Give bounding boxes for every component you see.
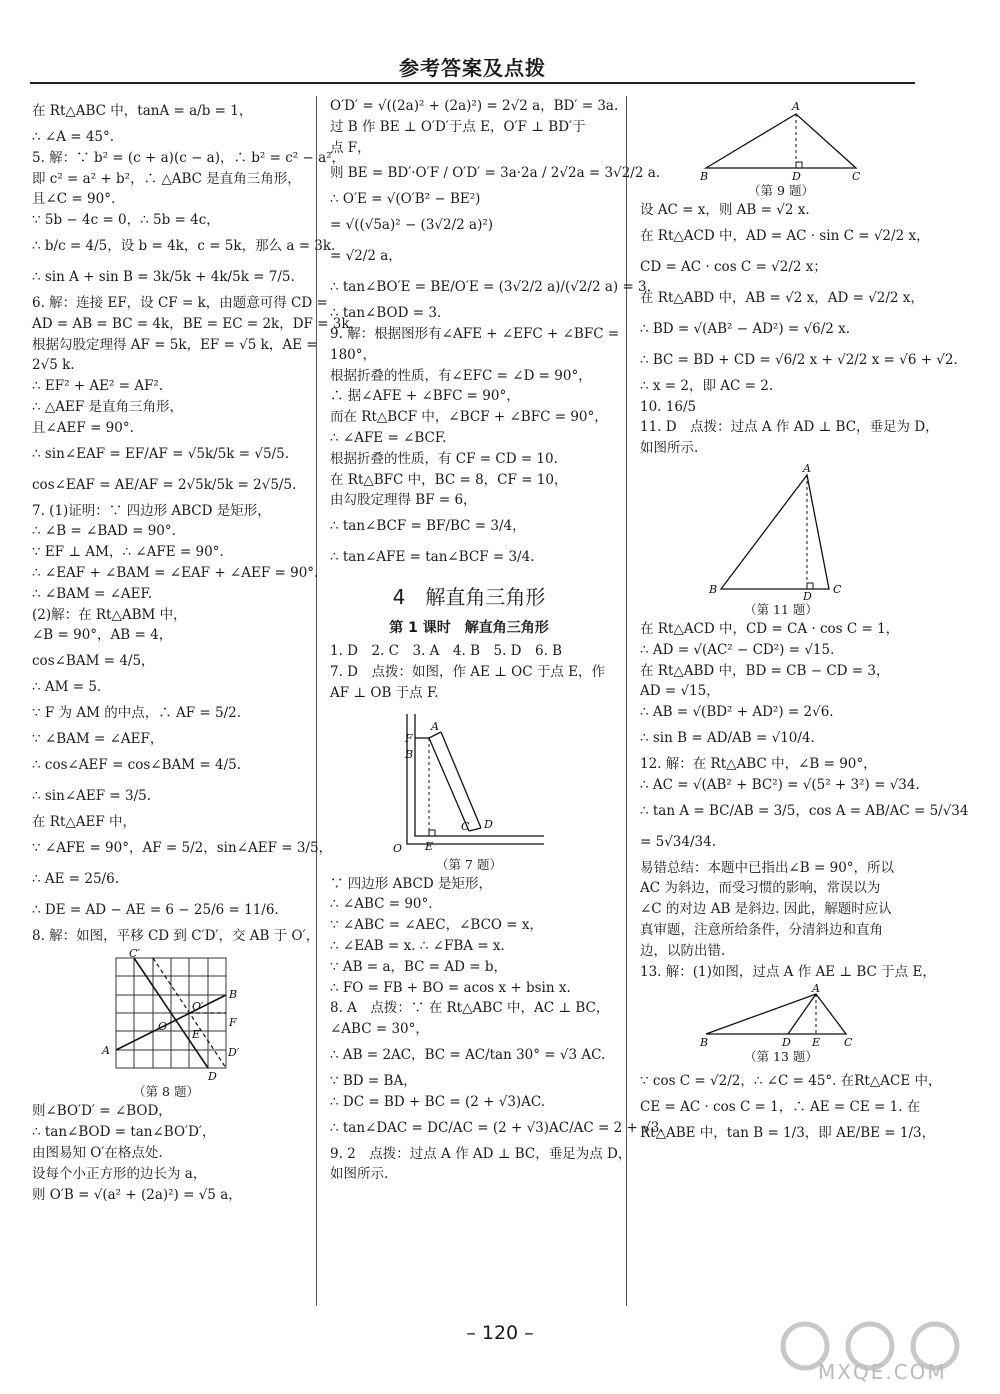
text-line: AD = √15，: [640, 683, 720, 700]
text-line: ∴ tan∠BO′E = BE/O′E = (3√2/2 a)/(√2/2 a) = 3，: [330, 279, 661, 296]
text-line: Rt△ABE 中，tan B = 1/3，即 AE/BE = 1/3，: [640, 1125, 936, 1142]
text-line: ∴ BD = √(AB² − AD²) = √6/2 x.: [640, 320, 851, 337]
text-line: ∴ DC = BD + BC = (2 + √3)AC.: [330, 1093, 546, 1110]
text-line: 根据折叠的性质，有 CF = CD = 10.: [330, 450, 558, 467]
text-line: ∴ AE = 25/6.: [32, 870, 119, 887]
fig7-label: E: [425, 839, 434, 853]
text-line: 1. D 2. C 3. A 4. B 5. D 6. B: [330, 643, 563, 660]
text-line: ∵ ∠ABC = ∠AEC，∠BCO = x，: [330, 917, 543, 934]
text-line: 则 BE = BD′·O′F / O′D′ = 3a·2a / 2√2a = 3√2/2 a.: [330, 165, 661, 182]
text-line: 在 Rt△BFC 中，BC = 8，CF = 10，: [330, 471, 568, 488]
text-line: ∵ cos C = √2/2，∴ ∠C = 45°. 在Rt△ACE 中，: [640, 1073, 942, 1090]
text-line: 9. 解：根据图形有∠AFE + ∠EFC + ∠BFC =: [330, 325, 620, 342]
fig11-label: A: [803, 461, 811, 475]
fig7-label: B: [405, 747, 414, 761]
text-line: 在 Rt△ABC 中，tanA = a/b = 1，: [32, 103, 253, 119]
fig11-label: D: [803, 589, 812, 603]
fig9-label: C: [852, 170, 861, 183]
page-number: – 120 –: [466, 1322, 534, 1344]
lesson-title: 第 1 课时 解直角三角形: [389, 620, 549, 637]
fig11-label: B: [709, 582, 718, 596]
text-line: ∴ tan∠BOD = tan∠BO′D′，: [32, 1124, 216, 1141]
fig7-label: C: [461, 819, 470, 833]
text-line: 180°，: [330, 346, 377, 363]
text-line: ∠B = 90°，AB = 4，: [32, 627, 173, 644]
fig9-label: B: [700, 170, 709, 183]
text-line: ∵ 5b − 4c = 0，∴ 5b = 4c，: [32, 212, 220, 229]
text-line: 则 O′B = √(a² + (2a)²) = √5 a，: [32, 1186, 242, 1203]
column-right: [640, 96, 969, 1149]
text-line: 7. D 点拨：如图，作 AE ⊥ OC 于点 E，作: [330, 663, 606, 680]
text-line: 6. 解：连接 EF，设 CF = k，由题意可得 CD =: [32, 294, 328, 311]
text-line: 在 Rt△ABD 中，BD = CB − CD = 3，: [640, 662, 890, 679]
text-line: ∵ ∠AFE = 90°，AF = 5/2，sin∠AEF = 3/5，: [32, 839, 333, 856]
text-line: 在 Rt△AEF 中，: [32, 813, 137, 830]
column-middle: [330, 96, 664, 1185]
fig11-label: C: [833, 582, 842, 596]
figure-caption: （第 13 题）: [744, 1049, 818, 1065]
text-line: 如图所示.: [640, 440, 699, 457]
text-line: ∴ AC = √(AB² + BC²) = √(5² + 3²) = √34.: [640, 776, 920, 793]
text-line: 10. 16/5: [640, 398, 697, 415]
text-line: 边，以防出错.: [640, 942, 726, 959]
fig8-label: O: [158, 1020, 168, 1034]
text-line: ∵ F 为 AM 的中点，∴ AF = 5/2.: [32, 704, 242, 721]
text-line: CD = AC · cos C = √2/2 x；: [640, 258, 827, 275]
text-line: 7. (1)证明：∵ 四边形 ABCD 是矩形，: [32, 502, 271, 519]
text-line: 由图易知 O′在格点处.: [32, 1144, 163, 1161]
text-line: = √((√5a)² − (3√2/2 a)²): [330, 217, 494, 234]
text-line: 由勾股定理得 BF = 6，: [330, 492, 477, 509]
figure-7-ladder: [389, 706, 549, 856]
text-line: ∴ tan∠BCF = BF/BC = 3/4，: [330, 518, 526, 535]
fig7-label: O: [393, 841, 403, 855]
fig7-label: F: [405, 731, 413, 745]
text-line: 真审题，注意所给条件，分清斜边和直角: [640, 921, 883, 938]
text-line: 在 Rt△ABD 中，AB = √2 x，AD = √2/2 x，: [640, 289, 924, 306]
text-line: 根据折叠的性质，有∠EFC = ∠D = 90°，: [330, 367, 592, 384]
text-line: ∴ ∠A = 45°.: [32, 129, 115, 145]
fig13-label: E: [812, 1036, 821, 1050]
fig7-label: D: [484, 817, 493, 831]
text-line: 而在 Rt△BCF 中，∠BCF + ∠BFC = 90°，: [330, 409, 608, 426]
text-line: ∴ ∠EAB = x. ∴ ∠FBA = x.: [330, 937, 505, 954]
fig9-label: A: [792, 100, 800, 113]
text-line: CE = AC · cos C = 1，∴ AE = CE = 1. 在: [640, 1099, 921, 1116]
text-line: ∵ AB = a，BC = AD = b，: [330, 958, 507, 975]
text-line: = √2/2 a，: [330, 248, 402, 265]
text-line: 12. 解：在 Rt△ABC 中，∠B = 90°，: [640, 755, 877, 772]
figure-caption: （第 11 题）: [744, 601, 818, 617]
figure-caption: （第 7 题）: [436, 856, 502, 872]
fig8-label: D′: [228, 1046, 240, 1060]
page-header: [30, 50, 915, 84]
text-line: ∴ sin A + sin B = 3k/5k + 4k/5k = 7/5.: [32, 268, 295, 285]
fig13-label: A: [812, 982, 820, 996]
text-line: ∴ DE = AD − AE = 6 − 25/6 = 11/6.: [32, 901, 279, 918]
watermark-text: MXQE.COM: [818, 1360, 947, 1384]
text-line: 如图所示.: [330, 1166, 389, 1183]
fig13-label: D: [782, 1036, 791, 1050]
text-line: ∴ sin∠AEF = 3/5.: [32, 787, 152, 804]
text-line: 易错总结：本题中已指出∠B = 90°，所以: [640, 859, 895, 876]
text-line: AF ⊥ OB 于点 F.: [330, 684, 439, 701]
figure-13-triangle: [696, 984, 866, 1048]
fig8-label: C′: [129, 947, 140, 961]
text-line: cos∠BAM = 4/5，: [32, 653, 155, 670]
text-line: O′D′ = √((2a)² + (2a)²) = 2√2 a，BD′ = 3a.: [330, 98, 619, 114]
figure-caption: （第 8 题）: [133, 1084, 199, 1100]
text-line: ∴ cos∠AEF = cos∠BAM = 4/5.: [32, 756, 242, 773]
text-line: 即 c² = a² + b²，∴ △ABC 是直角三角形，: [32, 170, 301, 187]
text-line: ∴ ∠EAF + ∠BAM = ∠EAF + ∠AEF = 90°.: [32, 564, 319, 581]
text-line: 11. D 点拨：过点 A 作 AD ⊥ BC，垂足为 D，: [640, 419, 939, 436]
fig7-label: A: [431, 719, 439, 733]
text-line: ∴ tan∠DAC = DC/AC = (2 + √3)AC/AC = 2 + √3.: [330, 1119, 664, 1136]
text-line: cos∠EAF = AE/AF = 2√5k/5k = 2√5/5.: [32, 476, 297, 493]
text-line: (2)解：在 Rt△ABM 中，: [32, 606, 187, 623]
figure-11-triangle: [701, 461, 861, 601]
figure-8-grid: [96, 947, 240, 1084]
text-line: 2√5 k.: [32, 357, 75, 374]
text-line: ∴ ∠AFE = ∠BCF.: [330, 429, 447, 446]
text-line: ∴ sin∠EAF = EF/AF = √5k/5k = √5/5.: [32, 445, 289, 462]
column-divider: [316, 96, 317, 1306]
text-line: ∴ ∠B = ∠BAD = 90°.: [32, 523, 176, 540]
text-line: 过 B 作 BE ⊥ O′D′于点 E，O′F ⊥ BD′于: [330, 118, 586, 135]
text-line: ∴ b/c = 4/5，设 b = 4k，c = 5k，那么 a = 3k.: [32, 237, 336, 254]
text-line: 13. 解：(1)如图，过点 A 作 AE ⊥ BC 于点 E，: [640, 963, 936, 980]
text-line: ∴ ∠ABC = 90°.: [330, 896, 433, 913]
text-line: 8. A 点拨：∵ 在 Rt△ABC 中，AC ⊥ BC，: [330, 1000, 610, 1017]
section-title: 4 解直角三角形: [392, 585, 546, 610]
text-line: = 5√34/34.: [640, 833, 716, 850]
text-line: ∠C 的对边 AB 是斜边. 因此，解题时应认: [640, 901, 892, 918]
text-line: ∴ △AEF 是直角三角形，: [32, 398, 184, 415]
text-line: ∵ 四边形 ABCD 是矩形，: [330, 875, 492, 892]
text-line: ∴ AB = 2AC，BC = AC/tan 30° = √3 AC.: [330, 1046, 606, 1063]
text-line: 在 Rt△ACD 中，AD = AC · sin C = √2/2 x，: [640, 227, 930, 244]
text-line: ∴ tan∠AFE = tan∠BCF = 3/4.: [330, 549, 535, 566]
fig13-label: C: [844, 1036, 853, 1050]
text-line: ∴ AB = √(BD² + AD²) = 2√6.: [640, 704, 834, 721]
text-line: ∵ BD = BA，: [330, 1072, 417, 1089]
figure-caption: （第 9 题）: [748, 183, 814, 198]
text-line: ∴ BC = BD + CD = √6/2 x + √2/2 x = √6 + √2.: [640, 351, 958, 368]
text-line: 设每个小正方形的边长为 a，: [32, 1165, 207, 1182]
text-line: ∴ EF² + AE² = AF².: [32, 378, 164, 395]
text-line: 且∠AEF = 90°.: [32, 419, 134, 436]
fig8-label: A: [102, 1044, 110, 1058]
fig9-label: D: [792, 170, 801, 183]
text-line: ∴ FO = FB + BO = acos x + bsin x.: [330, 979, 571, 996]
figure-9-triangle: [696, 98, 866, 182]
text-line: AC 为斜边，而受习惯的影响，常误以为: [640, 880, 881, 897]
text-line: 5. 解：∵ b² = (c + a)(c − a)，∴ b² = c² − a²，: [32, 149, 346, 166]
fig8-label: F: [229, 1016, 237, 1030]
text-line: ∴ AD = √(AC² − CD²) = √15.: [640, 641, 835, 658]
fig13-label: B: [700, 1036, 709, 1050]
text-line: 8. 解：如图，平移 CD 到 C′D′，交 AB 于 O′，: [32, 927, 320, 944]
text-line: ∴ x = 2，即 AC = 2.: [640, 377, 774, 394]
page-title: 参考答案及点拨: [399, 56, 546, 80]
text-line: ∴ sin B = AD/AB = √10/4.: [640, 729, 815, 746]
text-line: 在 Rt△ACD 中，CD = CA · cos C = 1，: [640, 620, 900, 637]
text-line: 9. 2 点拨：过点 A 作 AD ⊥ BC，垂足为点 D，: [330, 1145, 632, 1162]
text-line: ∴ tan A = BC/AB = 3/5，cos A = AB/AC = 5/√34: [640, 802, 969, 819]
text-line: ∠ABC = 30°，: [330, 1021, 429, 1038]
fig8-label: B: [229, 988, 238, 1002]
text-line: AD = AB = BC = 4k，BE = EC = 2k，DF = 3k，: [32, 315, 364, 332]
fig8-label: E: [192, 1028, 201, 1042]
text-line: ∴ ∠BAM = ∠AEF.: [32, 585, 153, 602]
text-line: ∴ AM = 5.: [32, 679, 102, 696]
text-line: 且∠C = 90°.: [32, 191, 116, 208]
fig8-label: O′: [192, 1000, 204, 1014]
text-line: 设 AC = x，则 AB = √2 x.: [640, 202, 810, 218]
text-line: ∵ EF ⊥ AM，∴ ∠AFE = 90°.: [32, 544, 224, 561]
text-line: ∴ tan∠BOD = 3.: [330, 305, 442, 322]
text-line: ∴ 据∠AFE + ∠BFC = 90°，: [330, 388, 520, 405]
fig8-label: D: [208, 1070, 217, 1084]
text-line: ∴ O′E = √(O′B² − BE²): [330, 191, 481, 208]
text-line: 则∠BO′D′ = ∠BOD，: [32, 1103, 172, 1120]
text-line: ∵ ∠BAM = ∠AEF，: [32, 730, 164, 747]
text-line: 根据勾股定理得 AF = 5k，EF = √5 k，AE =: [32, 336, 318, 353]
text-line: 点 F，: [330, 139, 371, 156]
